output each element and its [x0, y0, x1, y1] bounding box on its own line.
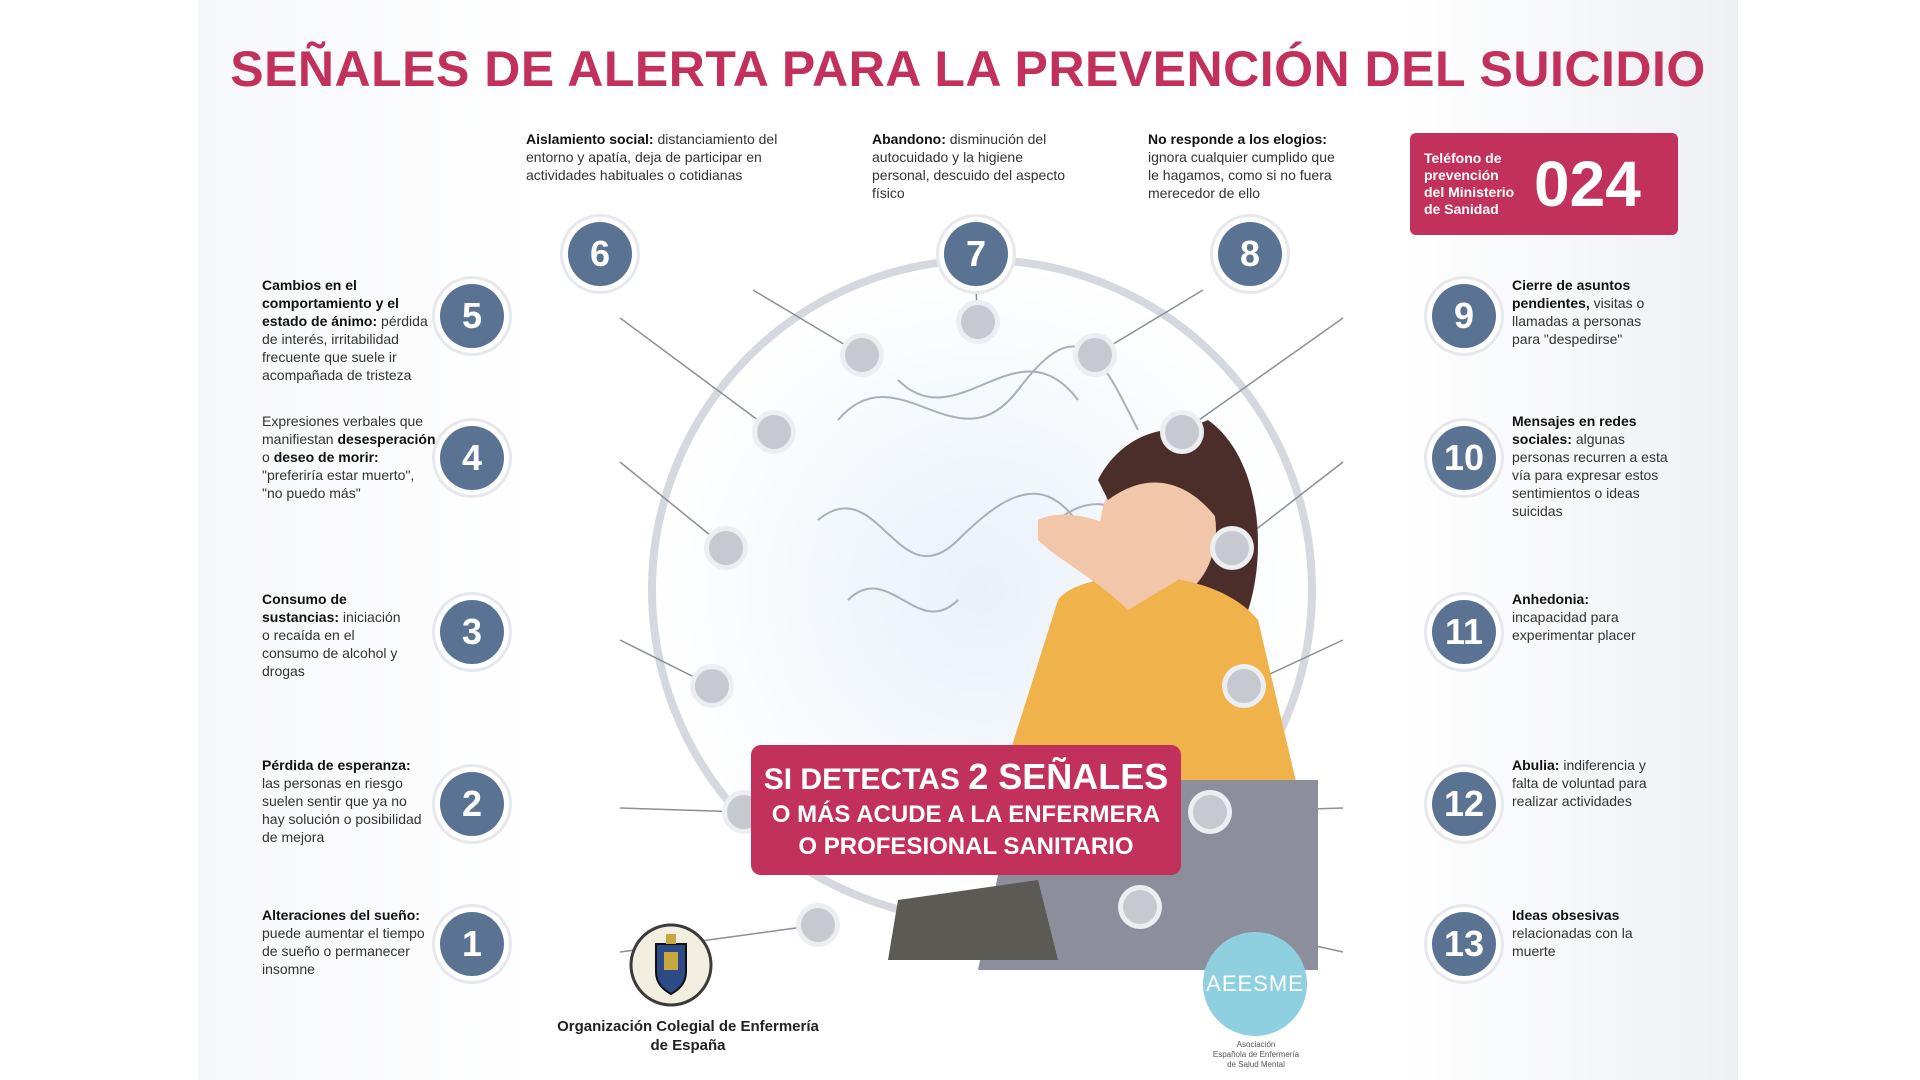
cta-line-1: [751, 755, 1181, 799]
sign-body: puede aumentar el tiempo de sueño o permanecer insomne: [262, 925, 425, 977]
sign-text-3: [262, 590, 412, 680]
org-name-line: Organización Colegial de Enfermería: [557, 1018, 819, 1035]
circle-dot: [1123, 890, 1157, 924]
sign-text-6: [526, 130, 784, 184]
sign-heading: Mensajes en redes sociales:: [1512, 413, 1637, 447]
sign-heading: Cambios en el comportamiento y el estado de ánimo:: [262, 277, 399, 329]
circle-dot: [1215, 531, 1249, 565]
badge-10: 10: [1432, 426, 1496, 490]
sign-body: las personas en riesgo suelen sentir que ya no hay solución o posibilidad de mejora: [262, 775, 422, 845]
phone-number: 024: [1534, 148, 1641, 220]
cta-line-3: O PROFESIONAL SANITARIO: [798, 832, 1134, 860]
sign-body: "preferiría estar muerto", "no puedo más": [262, 467, 415, 501]
sign-text-10: [1512, 412, 1682, 520]
badge-4: 4: [440, 426, 504, 490]
sign-body: distanciamiento del entorno y apatía, deja de participar en actividades habituales o cotidianas: [526, 131, 778, 183]
sign-body: iniciación o recaída en el consumo de alcohol y drogas: [262, 609, 401, 679]
badge-1: 1: [440, 912, 504, 976]
sign-text-2: [262, 756, 432, 846]
sign-text-11: [1512, 590, 1662, 644]
sign-heading: Anhedonia:: [1512, 591, 1589, 607]
badge-6: 6: [568, 222, 632, 286]
phone-label-line: de Sanidad: [1424, 201, 1499, 217]
badge-13: 13: [1432, 912, 1496, 976]
badge-5: 5: [440, 284, 504, 348]
cta-highlight: 2 SEÑALES: [968, 755, 1169, 797]
phone-label-line: prevención: [1424, 167, 1499, 183]
circle-dot: [757, 415, 791, 449]
sign-body: relacionadas con la muerte: [1512, 925, 1633, 959]
sign-text-13: [1512, 906, 1662, 960]
sign-heading: Abandono:: [872, 131, 946, 147]
aeesme-logo: AEESME: [1203, 932, 1307, 1036]
badge-9: 9: [1432, 284, 1496, 348]
circle-dot: [1227, 669, 1261, 703]
sign-body: o: [262, 449, 274, 465]
sign-heading: Abulia:: [1512, 757, 1560, 773]
page-title: SEÑALES DE ALERTA PARA LA PREVENCIÓN DEL SUICIDIO: [230, 41, 1706, 97]
phone-label-line: Teléfono de: [1424, 150, 1502, 166]
sign-heading: deseo de morir:: [273, 449, 379, 465]
badge-2: 2: [440, 772, 504, 836]
sign-body: ignora cualquier cumplido que le hagamos, como si no fuera merecedor de ello: [1148, 149, 1335, 201]
sign-text-12: [1512, 756, 1662, 810]
badge-8: 8: [1218, 222, 1282, 286]
sign-heading: Consumo de sustancias:: [262, 591, 347, 625]
cta-line-2: O MÁS ACUDE A LA ENFERMERA: [771, 800, 1161, 828]
circle-dot: [1165, 415, 1199, 449]
org-name-aeesme: [1178, 1040, 1334, 1070]
circle-dot: [1078, 338, 1112, 372]
circle-dot: [1193, 795, 1227, 829]
cta-text: SI DETECTAS: [763, 762, 969, 796]
sign-heading: desesperación: [337, 431, 436, 447]
badge-12: 12: [1432, 772, 1496, 836]
badge-3: 3: [440, 600, 504, 664]
org-name-line: de Salud Mental: [1227, 1060, 1285, 1069]
badge-7: 7: [944, 222, 1008, 286]
sign-heading: Cierre de asuntos pendientes,: [1512, 277, 1631, 311]
sign-body: pérdida de interés, irritabilidad frecuente que suele ir acompañada de tristeza: [262, 313, 428, 383]
sign-heading: Aislamiento social:: [526, 131, 654, 147]
sign-body: visitas o llamadas a personas para "despedirse": [1512, 295, 1645, 347]
sign-body: Expresiones verbales que manifiestan: [262, 413, 424, 447]
org-name-cge: [523, 1017, 853, 1055]
sign-text-7: [872, 130, 1072, 202]
sign-body: disminución del autocuidado y la higiene personal, descuido del aspecto físico: [872, 131, 1066, 201]
sign-body: algunas personas recurren a esta vía para expresar estos sentimientos o ideas suicidas: [1512, 431, 1668, 519]
phone-label: [1424, 150, 1524, 218]
sign-heading: Alteraciones del sueño:: [262, 907, 420, 923]
phone-label-line: del Ministerio: [1424, 184, 1515, 200]
sign-heading: Pérdida de esperanza:: [262, 757, 411, 773]
sign-text-1: [262, 906, 432, 978]
sign-body: indiferencia y falta de voluntad para realizar actividades: [1512, 757, 1647, 809]
phone-box: [1410, 133, 1678, 235]
call-to-action-box: [751, 745, 1181, 875]
sign-heading: No responde a los elogios:: [1148, 131, 1327, 147]
org-shield-logo: [628, 922, 714, 1008]
circle-dot: [801, 908, 835, 942]
sign-text-5: [262, 276, 434, 384]
circle-dot: [845, 338, 879, 372]
circle-dot: [695, 669, 729, 703]
infographic-poster: [198, 0, 1738, 1080]
org-name-line: Asociación: [1236, 1040, 1276, 1049]
org-name-line: Española de Enfermería: [1212, 1050, 1300, 1059]
sign-heading: Ideas obsesivas: [1512, 907, 1620, 923]
circle-dot: [709, 531, 743, 565]
circle-dot: [961, 305, 995, 339]
sign-text-9: [1512, 276, 1662, 348]
org-name-line: de España: [650, 1037, 726, 1054]
sign-text-4: [262, 412, 437, 502]
badge-11: 11: [1432, 600, 1496, 664]
sign-text-8: [1148, 130, 1348, 202]
sign-body: incapacidad para experimentar placer: [1512, 609, 1636, 643]
